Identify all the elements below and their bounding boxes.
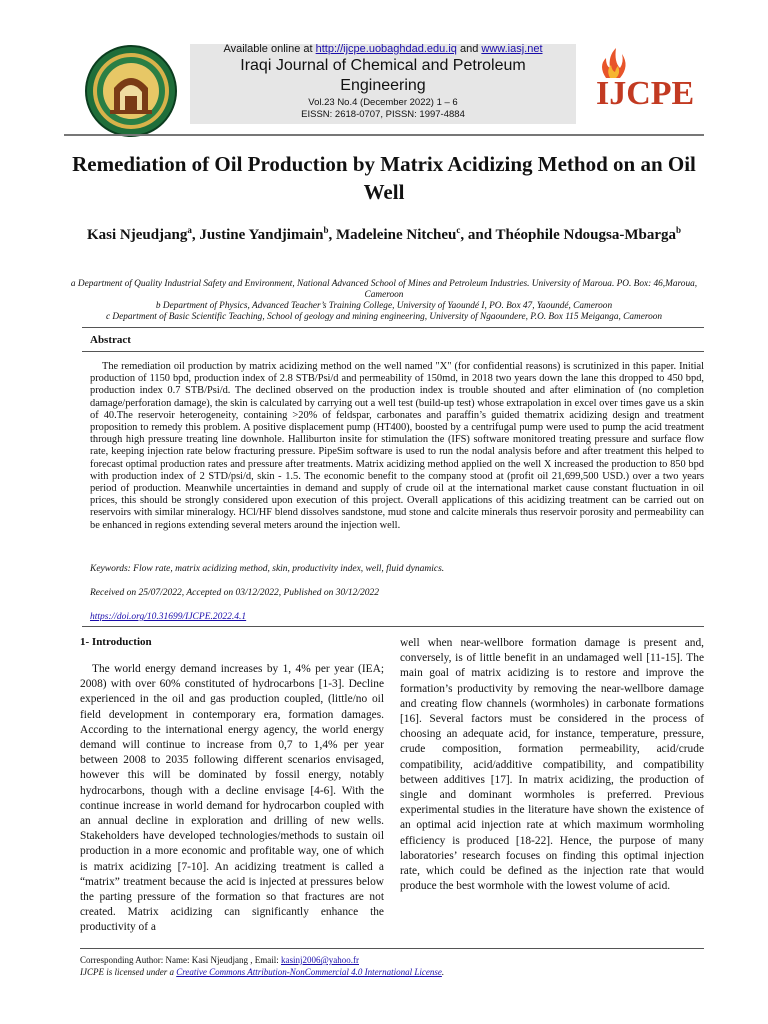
corresponding-author: Corresponding Author: Name: Kasi Njeudjang , Email: kasinj2006@yahoo.fr xyxy=(80,955,359,965)
affiliation-c: c Department of Basic Scientific Teaching, School of geology and mining engineering, University of Ngaoundere, P.O. Box 115 Meiganga, Cameroon xyxy=(105,312,663,322)
section-heading-introduction: 1- Introduction xyxy=(80,636,152,648)
affiliation-b: b Department of Physics, Advanced Teacher’s Training College, University of Yaoundé I, PO. Box 47, Yaoundé, Cameroon xyxy=(155,301,613,311)
affiliation-a: a Department of Quality Industrial Safety and Environment, National Advanced School of Mines and Petroleum Industries. University of Maroua. PO. Box: 46,Maroua, Cameroon xyxy=(70,279,698,300)
ijcpe-logo xyxy=(596,46,700,116)
license-line: IJCPE is licensed under a Creative Commons Attribution-NonCommercial 4.0 International License. xyxy=(80,967,445,977)
footer-rule xyxy=(80,948,704,949)
received-dates: Received on 25/07/2022, Accepted on 03/12/2022, Published on 30/12/2022 xyxy=(90,588,379,598)
abstract-heading-rule xyxy=(82,351,704,352)
abstract-text: The remediation oil production by matrix acidizing method on the well named "X" (for confidential reasons) is scrutinized in this paper. Initial production of 1150 bpd, production index of 2.8 STB/Psi/d and permeability of 150md, in 2018 two years down the lane this dropped to 450 bpd, production index 0.7 STB/Psi/d. The declined observed on the production index is trouble shouted and after elimination of (no completion damage/perforation damage), the skin is calculated by carrying out a well test (build-up test) whose extrapolation in excel over times gave us a skin of 40.The reservoir heterogeneity, containing >20% of feldspar, carbonates and paraffin’s guided thematrix acidizing design and treatment proposition to remedy this problem. A positive displacement pump (HT400), boosted by a centrifugal pump were used to pump the acid treatment through high pressure treating line downhole. Halliburton insite for stimulation the (IFS) software monitored treating pressure and surface flow rate, keeping injection rate below fracturing pressure. PipeSim software is used to run the nodal analysis before and after treatment this helped to forecast optimal production rates and pressure after treatments. Matrix acidizing method applied on the well X increased the production to 850 bpd with production index of 2 STD/psi/d, skin - 1.5. The economic benefit to the company stood at (profit oil 21,699,500 USD.) over a two years period of production. Meanwhile uncertainties in demand and supply of crude oil at the international market cause constant fluctuation in oil prices, this should be strongly considered upon execution of this project. Overall applications of this acidizing treatment can be carried out on reservoirs with similar mineralogy. HCl/HF blend dissolves sandstone, mud stone and calcite minerals thus reservoir porosity and permeability can be enhanced in regions extending several meters around the injection well. xyxy=(90,361,704,531)
doi-link[interactable]: https://doi.org/10.31699/IJCPE.2022.4.1 xyxy=(90,612,247,622)
abstract-heading: Abstract xyxy=(90,334,131,346)
paper-title: Remediation of Oil Production by Matrix Acidizing Method on an Oil Well xyxy=(72,152,696,204)
doi-line xyxy=(90,612,246,622)
license-link[interactable]: Creative Commons Attribution-NonCommercial 4.0 International License xyxy=(176,967,442,977)
header-rule xyxy=(64,134,704,136)
abstract-top-rule xyxy=(82,327,704,328)
right-column-text: well when near-wellbore formation damage is present and, conversely, is of little benefit in an undamaged well [11-15]. The main goal of matrix acidizing is to restore and improve the formation’s productivity by removing the near-wellbore damage and creating flow channels (wormholes) in carbonate formations [16]. Several factors must be considered in the process of choosing an adequate acid, for instance, temperature, pressure, crude composition, formation permeability, acid/crude compatibility, acid/additive compatibility, and compatibility between additives [17]. In matrix acidizing, the production of single and dominant wormholes is preferred. Previous experimental studies in the literature have shown the existence of an optimal acid injection rate at which maximum wormholing efficiency is produced [18-22]. Hence, the purpose of many laboratories’ research focuses on finding this optimal injection rate, which could be defined as the injection rate that would produce the best wormhole with the lowest volume of acid. xyxy=(400,637,704,893)
keywords: Keywords: Flow rate, matrix acidizing method, skin, productivity index, well, fluid dynamics. xyxy=(90,564,445,574)
left-column-text: The world energy demand increases by 1, 4% per year (IEA; 2008) with over 60% constituted of hydrocarbons [1-3]. Decline experienced in the oil and gas production coupled, (little/no oil field development in contemporary era, formation damages. According to the international energy agency, the world energy demand will continue to increase from 0,7 to 1,4% per year between 2008 to 2035 following different scenarios envisaged, however this will be dominated by fossil energy, notably hydrocarbons, though with a decline envisage [4-6]. With the continue increase in world demand for hydrocarbon coupled with an annual decline in exploration and drilling of new wells. Stakeholders have developed technologies/methods to sustain oil production in a more economic and profitable way, one of which is matrix acidizing [7-10]. An acidizing treatment is called a “matrix” treatment because the acid is injected at pressures below the parting pressure of the formation so that fractures are not created. Matrix acidizing can significantly enhance the productivity of a xyxy=(80,663,384,934)
journal-url-link[interactable]: http://ijcpe.uobaghdad.edu.iq xyxy=(315,43,457,55)
iasj-url-link[interactable]: www.iasj.net xyxy=(481,43,543,55)
journal-title: Iraqi Journal of Chemical and Petroleum Engineering xyxy=(240,57,526,94)
author-list: Kasi Njeudjang$^a$, Justine Yandjimain$^b$, Madeleine Nitcheu$^c$, and Théophile Ndougsa-Mbarga$^b$ xyxy=(86,225,682,243)
volume-info: Vol.23 No.4 (December 2022) 1 – 6 EISSN: 2618-0707, PISSN: 1997-4884 xyxy=(301,97,465,120)
logo-wordmark: IJCPE xyxy=(596,75,695,112)
email-link[interactable]: kasinj2006@yahoo.fr xyxy=(280,955,359,965)
body-top-rule xyxy=(82,626,704,627)
university-seal-logo xyxy=(84,44,178,138)
availability-line: Available online at http://ijcpe.uobaghdad.edu.iq and www.iasj.net xyxy=(223,43,543,55)
